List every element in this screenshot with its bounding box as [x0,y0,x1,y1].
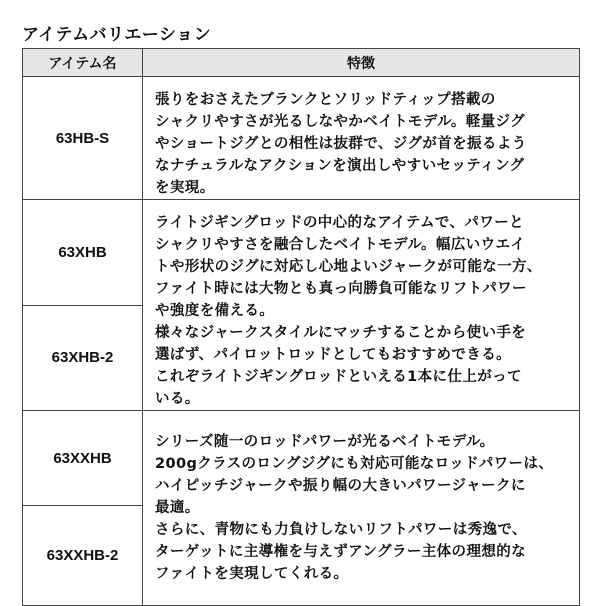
feature-line: や強度を備える。 [155,303,275,319]
item-name-cell: 63HB-S [23,77,143,200]
feature-line: いる。 [155,391,200,407]
feature-line: これぞライトジギングロッドといえる1本に仕上がって [155,369,522,385]
feature-line: 様々なジャークスタイルにマッチすることから使い手を [155,325,527,341]
item-name-cell: 63XXHB [23,411,143,506]
feature-line: シリーズ随一のロッドパワーが光るベイトモデル。 [155,434,495,450]
page-title: アイテムバリエーション [22,25,212,45]
feature-line: ファイトを実現してくれる。 [155,566,349,582]
feature-line: トや形状のジグに対応し心地よいジャークが可能な一方、 [155,259,542,275]
table-row [23,200,580,306]
feature-line: を実現。 [155,180,215,196]
feature-line: 選ばず、パイロットロッドとしてもおすすめできる。 [155,347,512,363]
item-name-cell: 63XHB-2 [23,305,143,411]
header-item-name: アイテム名 [23,49,143,77]
feature-line: 200gクラスのロングジグにも対応可能なロッドパワーは、 [155,456,554,472]
feature-line: シャクリやすさを融合したベイトモデル。幅広いウエイ [155,237,526,253]
item-variation-table [22,48,580,606]
table-row [23,77,580,200]
feature-line: さらに、青物にも力負けしないリフトパワーは秀逸で、 [155,522,527,538]
item-name-cell: 63XHB [23,200,143,306]
item-name-cell: 63XXHB-2 [23,506,143,606]
feature-cell [143,77,580,200]
header-feature: 特徴 [143,49,580,77]
feature-cell [143,200,580,411]
feature-text [143,200,579,410]
feature-line: 張りをおさえたブランクとソリッドティップ搭載の [155,92,496,108]
feature-line: シャクリやすさが光るしなやかベイトモデル。軽量ジグ [155,114,526,130]
feature-line: ターゲットに主導権を与えずアングラー主体の理想的な [155,544,527,560]
table-header-row [23,49,580,77]
feature-line: なナチュラルなアクションを演出しやすいセッティング [155,158,525,174]
feature-line: ファイト時には大物とも真っ向勝負可能なリフトパワー [155,281,527,297]
feature-line: 最適。 [155,500,200,516]
feature-line: やショートジグとの相性は抜群で、ジグが首を振るよう [155,136,527,152]
feature-line: ライトジギングロッドの中心的なアイテムで、パワーと [155,215,525,231]
feature-cell [143,411,580,606]
feature-line: ハイピッチジャークや振り幅の大きいパワージャークに [155,478,526,494]
feature-text [143,411,579,585]
feature-text [143,77,579,199]
table-row [23,411,580,506]
